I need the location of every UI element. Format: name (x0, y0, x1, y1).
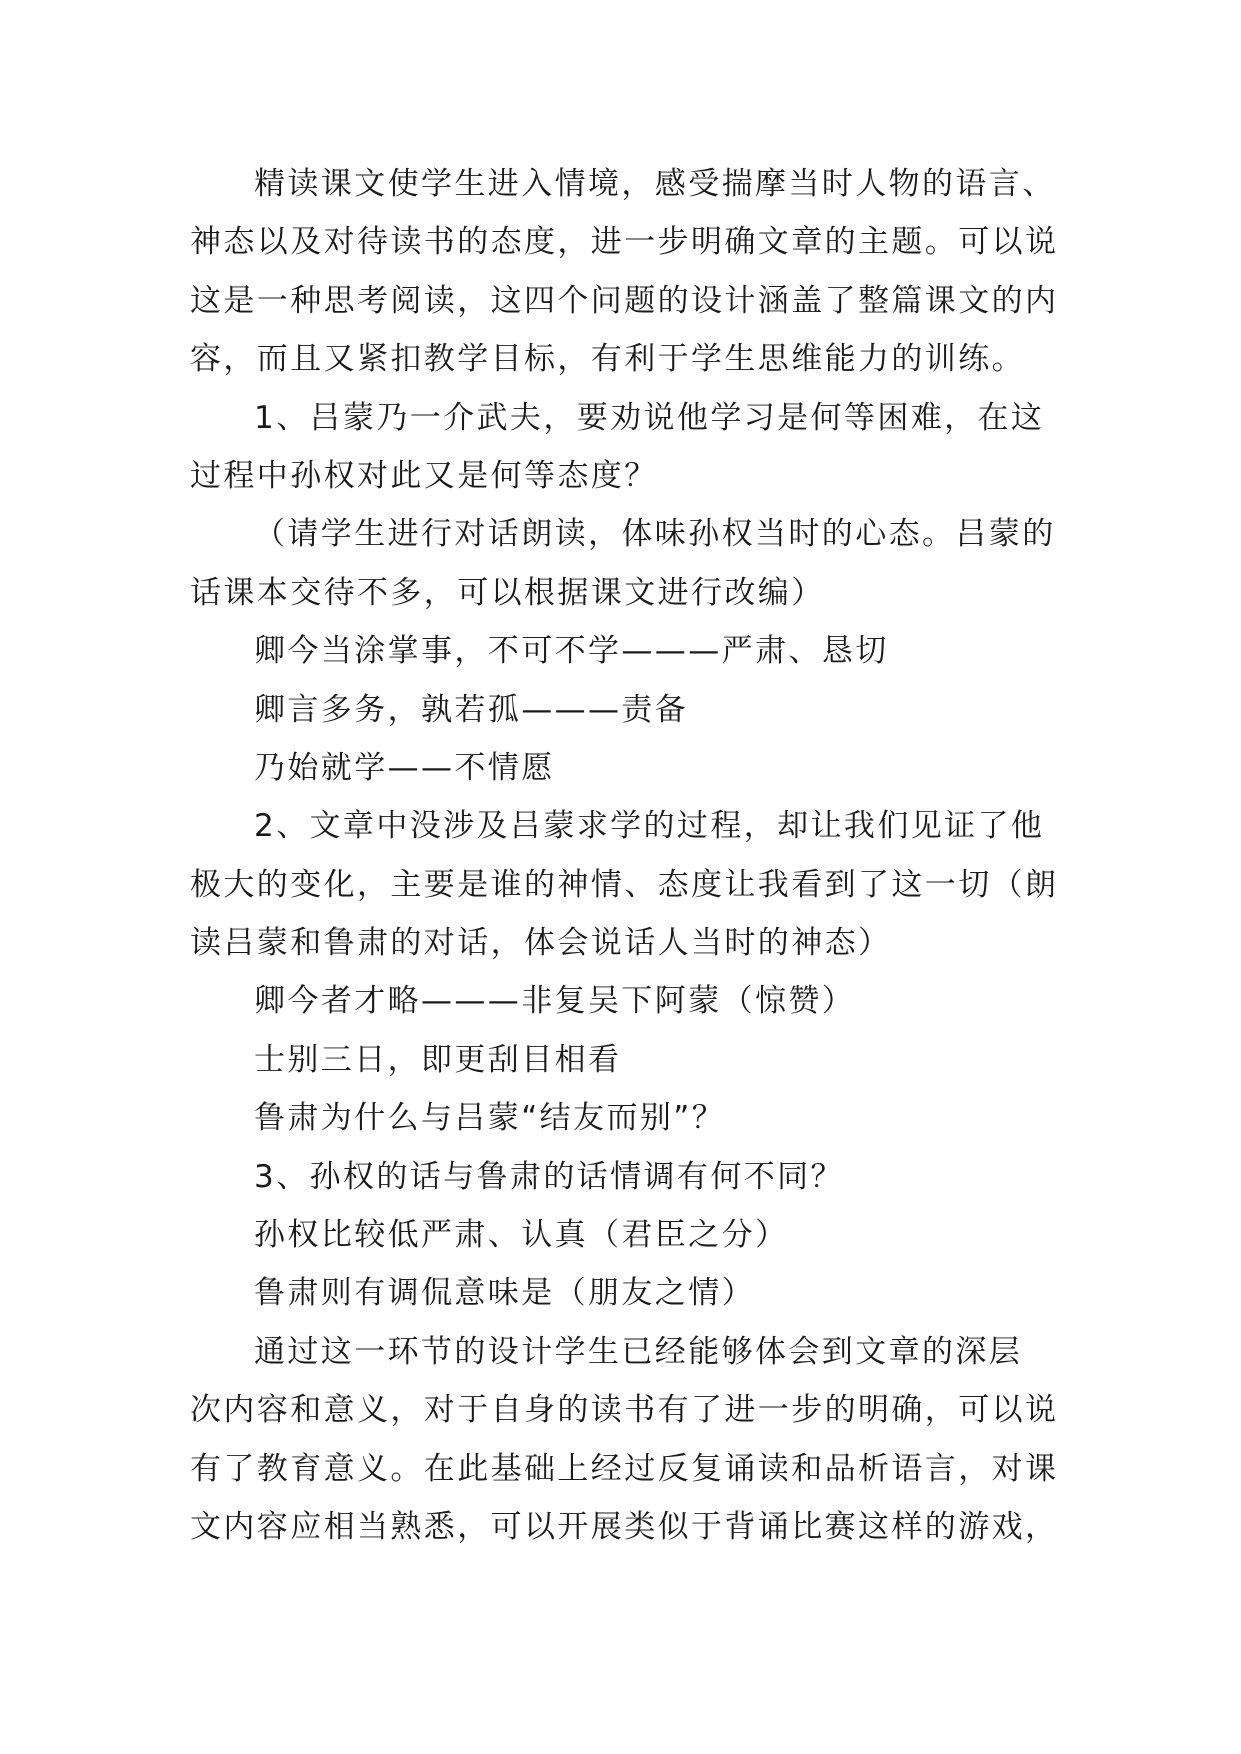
text-line: 乃始就学——不情愿 (254, 749, 555, 786)
text-line: 士别三日，即更刮目相看 (254, 1041, 622, 1078)
text-line: （请学生进行对话朗读，体味孙权当时的心态。吕蒙的 (254, 516, 1056, 553)
text-line: 有了教育意义。在此基础上经过反复诵读和品析语言，对课 (190, 1450, 1059, 1487)
text-line: 鲁肃则有调侃意味是（朋友之情） (254, 1275, 755, 1312)
text-line: 极大的变化，主要是谁的神情、态度让我看到了这一切（朗 (190, 866, 1059, 903)
text-line: 神态以及对待读书的态度，进一步明确文章的主题。可以说 (190, 224, 1059, 261)
text-line: 精读课文使学生进入情境，感受揣摩当时人物的语言、 (254, 166, 1056, 202)
text-line: 孙权比较低严肃、认真（君臣之分） (254, 1217, 789, 1254)
text-line: 2、文章中没涉及吕蒙求学的过程，却让我们见证了他 (254, 808, 1045, 845)
text-line: 卿今者才略———非复吴下阿蒙（惊赞） (254, 983, 856, 1020)
document-body (190, 155, 1060, 1556)
text-line: 话课本交待不多，可以根据课文进行改编） (190, 574, 825, 611)
text-line: 读吕蒙和鲁肃的对话，体会说话人当时的神态） (190, 925, 892, 962)
text-line: 鲁肃为什么与吕蒙“结友而别”？ (254, 1100, 726, 1137)
text-line: 卿言多务，孰若孤———责备 (254, 691, 689, 728)
text-line: 卿今当涂掌事，不可不学———严肃、恳切 (254, 633, 889, 670)
text-line: 通过这一环节的设计学生已经能够体会到文章的深层 (254, 1333, 1023, 1370)
text-line: 1、吕蒙乃一介武夫，要劝说他学习是何等困难，在这 (254, 399, 1045, 436)
text-line: 文内容应相当熟悉，可以开展类似于背诵比赛这样的游戏， (190, 1508, 1059, 1545)
text-line: 次内容和意义，对于自身的读书有了进一步的明确，可以说 (190, 1392, 1059, 1429)
text-line: 这是一种思考阅读，这四个问题的设计涵盖了整篇课文的内 (190, 282, 1059, 319)
text-line: 3、孙权的话与鲁肃的话情调有何不同？ (254, 1158, 844, 1195)
text-line: 容，而且又紧扣教学目标，有利于学生思维能力的训练。 (190, 341, 1025, 378)
text-line: 过程中孙权对此又是何等态度？ (190, 457, 658, 494)
